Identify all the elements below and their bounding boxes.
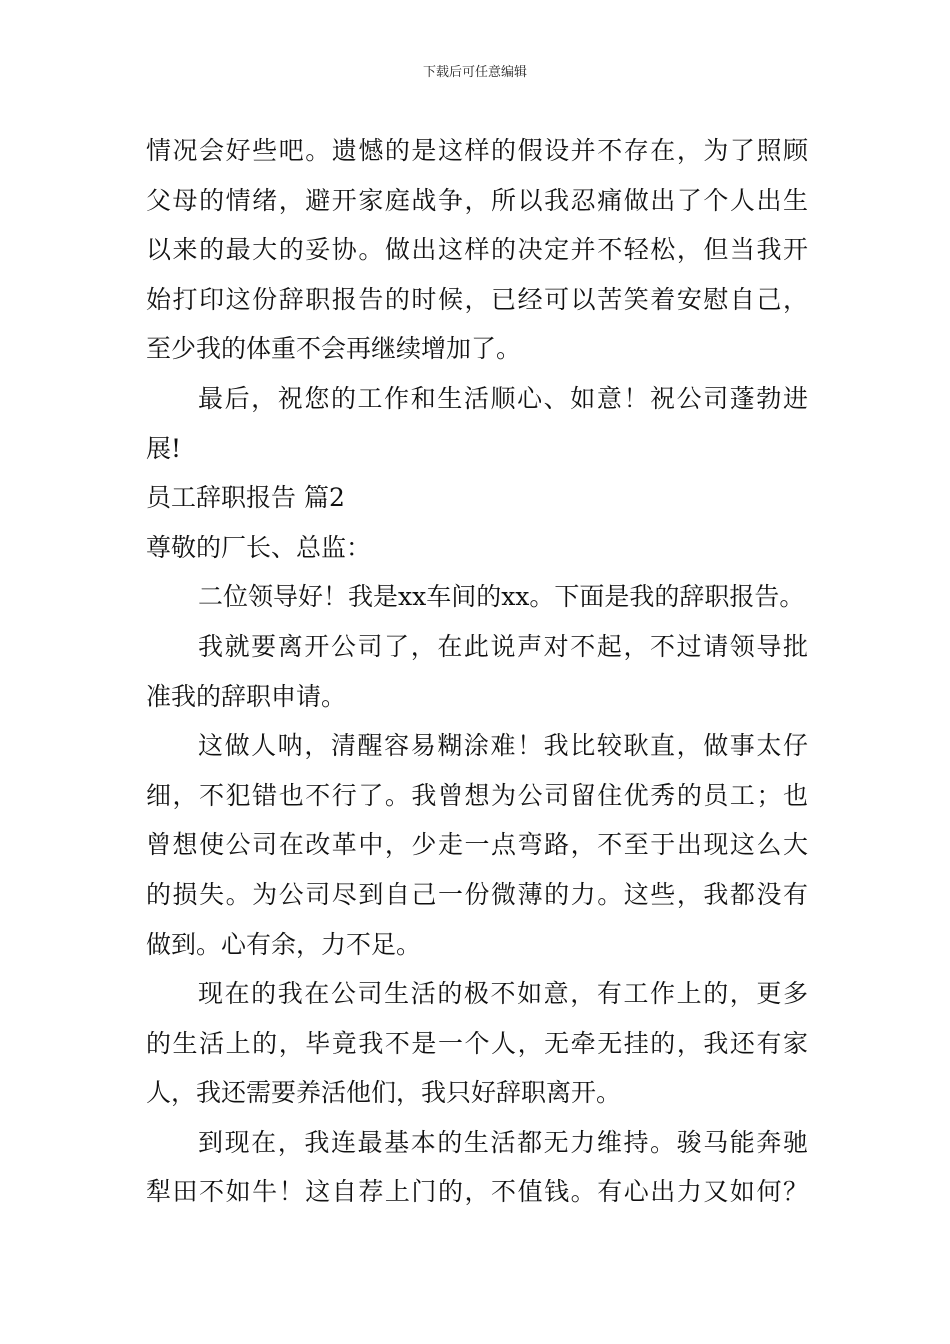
text-line: 的生活上的，毕竟我不是一个人，无牵无挂的，我还有家 bbox=[146, 1028, 808, 1058]
text-line: 始打印这份辞职报告的时候，已经可以苦笑着安慰自己， bbox=[146, 284, 808, 314]
text-line: 准我的辞职申请。 bbox=[146, 681, 347, 711]
section-heading: 员工辞职报告 篇2 bbox=[146, 483, 345, 513]
text-line: 二位领导好！我是xx车间的xx。下面是我的辞职报告。 bbox=[198, 582, 805, 612]
text-line: 最后，祝您的工作和生活顺心、如意！祝公司蓬勃进 bbox=[198, 383, 808, 413]
text-line: 现在的我在公司生活的极不如意，有工作上的，更多 bbox=[198, 979, 808, 1009]
text-line: 父母的情绪，避开家庭战争，所以我忍痛做出了个人出生 bbox=[146, 185, 808, 215]
text-line: 到现在，我连最基本的生活都无力维持。骏马能奔驰 bbox=[198, 1127, 808, 1157]
text-line: 我就要离开公司了，在此说声对不起，不过请领导批 bbox=[198, 631, 808, 661]
page-header: 下载后可任意编辑 bbox=[422, 65, 527, 80]
text-line: 情况会好些吧。遗憾的是这样的假设并不存在，为了照顾 bbox=[146, 136, 808, 165]
text-line: 细，不犯错也不行了。我曾想为公司留住优秀的员工；也 bbox=[146, 780, 808, 810]
salutation: 尊敬的厂长、总监： bbox=[146, 532, 372, 562]
text-line: 的损失。为公司尽到自己一份微薄的力。这些，我都没有 bbox=[146, 879, 808, 909]
text-line: 以来的最大的妥协。做出这样的决定并不轻松，但当我开 bbox=[146, 235, 808, 265]
text-line: 展! bbox=[146, 433, 182, 463]
text-line: 人，我还需要养活他们，我只好辞职离开。 bbox=[146, 1078, 622, 1108]
text-line: 曾想使公司在改革中，少走一点弯路，不至于出现这么大 bbox=[146, 830, 808, 860]
text-line: 犁田不如牛！这自荐上门的，不值钱。有心出力又如何？ bbox=[146, 1177, 808, 1207]
text-line: 至少我的体重不会再继续增加了。 bbox=[146, 334, 522, 364]
text-line: 这做人呐，清醒容易糊涂难！我比较耿直，做事太仔 bbox=[198, 731, 808, 761]
text-line: 做到。心有余，力不足。 bbox=[146, 929, 422, 959]
document-body bbox=[146, 126, 808, 1217]
